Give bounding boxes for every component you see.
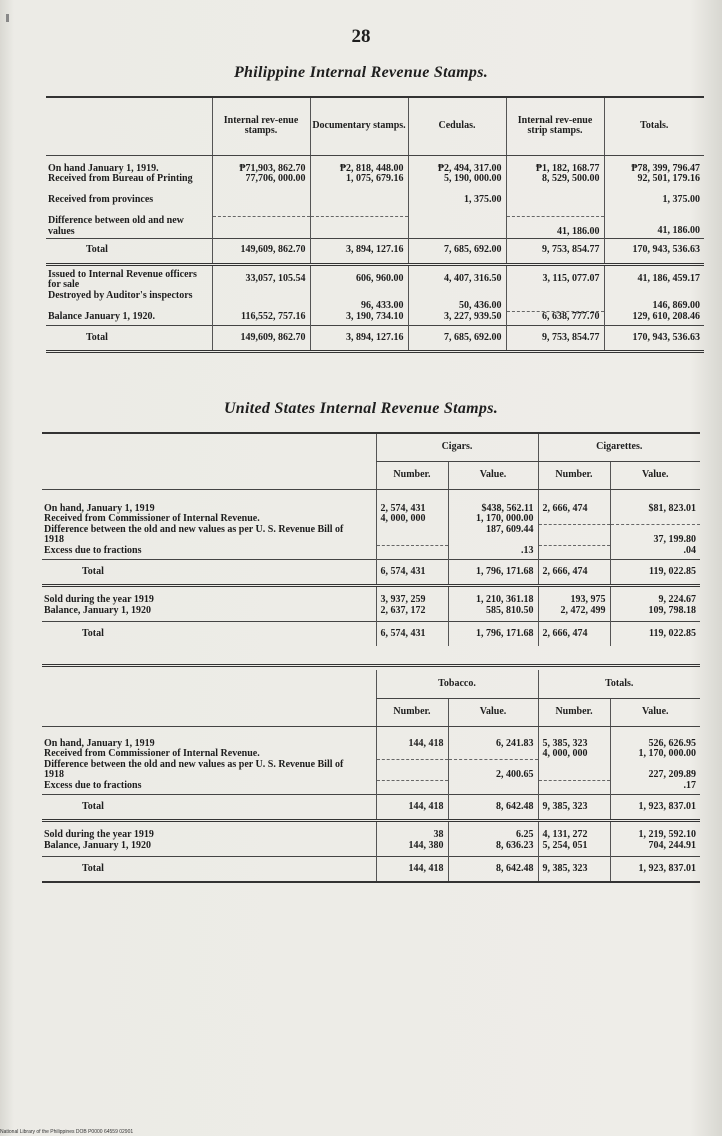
table-row: Received from provinces 1, 375.00 1, 375.00 [46,195,704,216]
table-row: Excess due to fractions .13 .04 [42,546,700,560]
table-row: On hand, January 1, 1919 144, 418 6, 241.83 5, 385, 323 526, 626.95 [42,726,700,749]
table-row: Balance January 1, 1920. 116,552, 757.16 3, 190, 734.10 3, 227, 939.50 6, 638, 777.70 129, 610, 208.46 [46,312,704,326]
col-header-documentary: Documentary stamps. [310,97,408,155]
group-header-tobacco: Tobacco. [376,670,538,698]
table-row: Difference between the old and new values as per U. S. Revenue Bill of 1918 187, 609.44 37, 199.80 [42,525,700,546]
table-row: On hand, January 1, 1919 2, 574, 431 $438, 562.11 2, 666, 474 $81, 823.01 [42,489,700,514]
scan-mark [6,14,9,22]
stub-header [46,97,212,155]
total-row: Total 149,609, 862.70 3, 894, 127.16 7, 685, 692.00 9, 753, 854.77 170, 943, 536.63 [46,326,704,352]
total-row: Total 144, 418 8, 642.48 9, 385, 323 1, 923, 837.01 [42,795,700,821]
us-stamps-table-cigars-cigarettes [42,432,700,646]
table-row: Received from Commissioner of Internal Revenue. 4, 000, 000 1, 170, 000.00 [42,514,700,525]
stub-header [42,433,376,489]
total-row: Total 144, 418 8, 642.48 9, 385, 323 1, 923, 837.01 [42,857,700,883]
group-header-cigarettes: Cigarettes. [538,433,700,461]
section1-title: Philippine Internal Revenue Stamps. [233,64,489,81]
table-row: Issued to Internal Revenue officers for sale 33,057, 105.54 606, 960.00 4, 407, 316.50 3, 115, 077.07 41, 186, 459.17 [46,264,704,291]
total-row: Total 6, 574, 431 1, 796, 171.68 2, 666, 474 119, 022.85 [42,622,700,647]
table-row: Received from Bureau of Printing 77,706, 000.00 1, 075, 679.16 5, 190, 000.00 8, 529, 500.00 92, 501, 179.16 [46,174,704,195]
table-row: Excess due to fractions .17 [42,781,700,795]
subheader-number: Number. [376,698,448,726]
group-header-totals: Totals. [538,670,700,698]
group-header-cigars: Cigars. [376,433,538,461]
subheader-value: Value. [610,698,700,726]
philippine-stamps-table [46,96,704,353]
section2-title: United States Internal Revenue Stamps. [223,400,499,417]
table-row: Destroyed by Auditor's inspectors 96, 433.00 50, 436.00 146, 869.00 [46,291,704,312]
col-header-cedulas: Cedulas. [408,97,506,155]
col-header-strip: Internal rev-enue strip stamps. [506,97,604,155]
table-row: Balance, January 1, 1920 144, 380 8, 636.23 5, 254, 051 704, 244.91 [42,841,700,857]
section-divider [42,664,700,667]
col-header-internal: Internal rev-enue stamps. [212,97,310,155]
subheader-value: Value. [610,461,700,489]
table-row: Difference between old and new values 41, 186.00 41, 186.00 [46,216,704,238]
subheader-number: Number. [538,461,610,489]
table-row: Difference between the old and new values as per U. S. Revenue Bill of 1918 2, 400.65 227, 209.89 [42,760,700,781]
table-row: Sold during the year 1919 3, 937, 259 1, 210, 361.18 193, 975 9, 224.67 [42,586,700,606]
total-row: Total 149,609, 862.70 3, 894, 127.16 7, 685, 692.00 9, 753, 854.77 170, 943, 536.63 [46,238,704,264]
table-row: Sold during the year 1919 38 6.25 4, 131, 272 1, 219, 592.10 [42,821,700,841]
total-row: Total 6, 574, 431 1, 796, 171.68 2, 666, 474 119, 022.85 [42,560,700,586]
stub-header [42,670,376,726]
library-footer: National Library of the Philippines DOB P0000 64559 02901 [0,1129,134,1135]
subheader-value: Value. [448,698,538,726]
subheader-number: Number. [538,698,610,726]
subheader-number: Number. [376,461,448,489]
us-stamps-table-tobacco-totals [42,670,700,883]
table-row: Received from Commissioner of Internal Revenue. 4, 000, 000 1, 170, 000.00 [42,749,700,760]
page-number: 28 [351,26,371,47]
table-row: On hand January 1, 1919. ₱71,903, 862.70 ₱2, 818, 448.00 ₱2, 494, 317.00 ₱1, 182, 168.77 ₱78, 399, 796.47 [46,155,704,174]
col-header-totals: Totals. [604,97,704,155]
table-row: Balance, January 1, 1920 2, 637, 172 585, 810.50 2, 472, 499 109, 798.18 [42,606,700,622]
subheader-value: Value. [448,461,538,489]
